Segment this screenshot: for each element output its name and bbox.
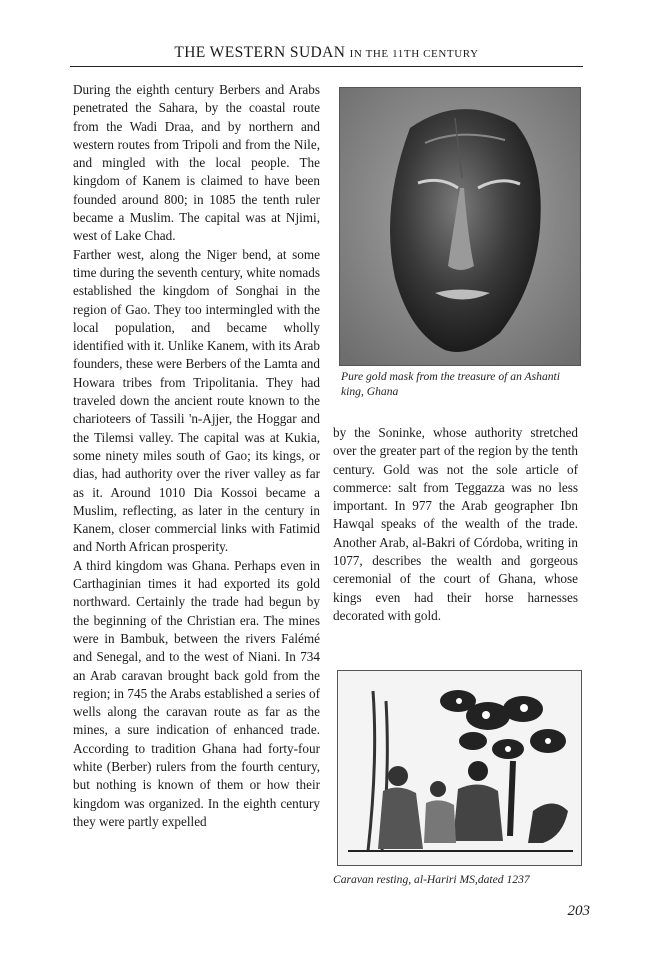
caravan-illustration [337, 670, 582, 866]
left-text-column [73, 81, 320, 831]
paragraph-songhai: Farther west, along the Niger bend, at some time during the seventh century, white nomads established the kingdom of Songhai in the region of Gao. They too intermingled with the local population, and became wholly identified with it. Unlike Kanem, with its Arab founders, these were Berbers of the Lamta and Howara tribes from Tripolitania. They had traveled down the ancient route known to the charioteers of Tassili 'n-Ajjer, the Hoggar and the Tilemsi valley. The capital was at Kukia, some ninety miles south of Gao; its kings, or dias, had authority over the river valley as far as it. Around 1010 Dia Kossoi became a Muslim, reflecting, as later in the century in Kanem, closer commercial links with Fatimid and North African prosperity. [73, 246, 320, 555]
header-rule [70, 66, 583, 67]
header-title-sub: IN THE 11TH CENTURY [349, 48, 479, 60]
page-number: 203 [567, 903, 590, 919]
gold-mask-photo [339, 87, 581, 366]
paragraph-ghana: A third kingdom was Ghana. Perhaps even in Carthaginian times it had exported its gold northward. Certainly the trade had begun by the beginning of the Christian era. The mines were in Bambuk, between the rivers Falémé and Senegal, and to the west of Niani. In 734 an Arab caravan brought back gold from the region; in 745 the Arabs established a series of wells along the caravan route as far as the mines, a sure indication of enhanced trade. According to tradition Ghana had forty-four white (Berber) rulers from the fourth century, but nothing is known of them or how their kingdom was organized. In the eighth century they were partly expelled [73, 557, 320, 829]
paragraph-soninke: by the Soninke, whose authority stretched over the greater part of the region by the tenth century. Gold was not the sole article of commerce: salt from Teggazza was no less important. In 977 the Arab geographer Ibn Hawqal speaks of the wealth of the trade. Another Arab, al-Bakri of Córdoba, writing in 1077, describes the wealth and gorgeous ceremonial of the court of Ghana, whose kings even had their horse harnesses decorated with gold. [333, 425, 578, 623]
mask-caption: Pure gold mask from the treasure of an Ashanti king, Ghana [341, 370, 560, 398]
caravan-caption: Caravan resting, al-Hariri MS,dated 1237 [333, 873, 530, 886]
running-header [70, 44, 583, 62]
paragraph-kanem: During the eighth century Berbers and Arabs penetrated the Sahara, by the coastal route from the Wadi Draa, and by northern and western routes from Tripoli and from the Nile, and mingled with the local people. The kingdom of Kanem is claimed to have been founded around 800; in 1085 the tenth ruler became a Muslim. The capital was at Njimi, west of Lake Chad. [73, 82, 320, 244]
header-title-main: THE WESTERN SUDAN [174, 44, 346, 61]
right-text-column [333, 424, 578, 625]
